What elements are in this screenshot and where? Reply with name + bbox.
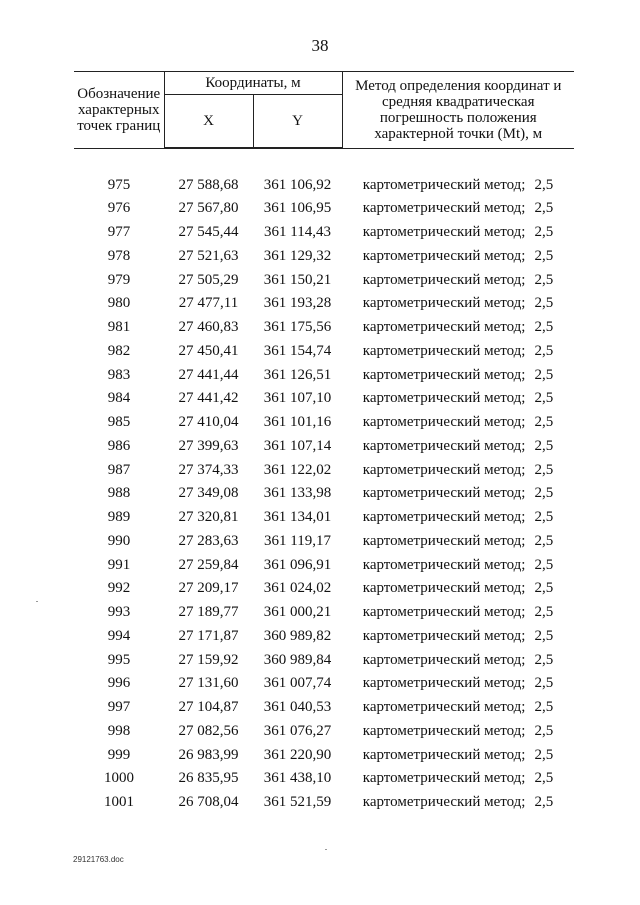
table-row	[74, 672, 574, 696]
table-row	[74, 648, 574, 672]
method-error-value: 2,5	[534, 485, 554, 502]
header-coordinates: Координаты, м	[164, 72, 342, 95]
method-text: картометрический метод;	[362, 556, 526, 573]
point-number: 975	[107, 176, 131, 193]
coordinate-y: 361 129,32	[263, 247, 332, 264]
point-number: 995	[107, 651, 131, 668]
coordinate-x: 27 505,29	[178, 271, 239, 288]
coordinate-y: 361 040,53	[263, 699, 332, 716]
method-text: картометрический метод;	[362, 532, 526, 549]
method-error-value: 2,5	[534, 722, 554, 739]
method-text: картометрический метод;	[362, 319, 526, 336]
method-error-value: 2,5	[534, 604, 554, 621]
table-row	[74, 458, 574, 482]
point-number: 979	[107, 271, 131, 288]
coordinate-y: 361 119,17	[264, 532, 331, 549]
method-cell	[342, 695, 574, 719]
method-cell	[342, 244, 574, 268]
coordinate-x: 27 171,87	[178, 627, 239, 644]
point-number: 980	[107, 295, 131, 312]
point-number: 983	[107, 366, 131, 383]
point-number: 989	[107, 509, 131, 526]
method-text: картометрический метод;	[362, 699, 526, 716]
header-method: Метод определения координат и средняя квадратическая погрешность положения характерной точки (Mt), м	[342, 72, 574, 148]
point-number: 991	[107, 556, 131, 573]
method-error-value: 2,5	[534, 342, 554, 359]
coordinate-x: 27 259,84	[178, 556, 239, 573]
method-cell	[342, 220, 574, 244]
coordinate-x: 27 460,83	[178, 319, 239, 336]
point-number: 990	[107, 532, 131, 549]
method-text: картометрический метод;	[362, 342, 526, 359]
method-error-value: 2,5	[534, 651, 554, 668]
table-row	[74, 363, 574, 387]
method-error-value: 2,5	[534, 271, 554, 288]
table-row	[74, 173, 574, 197]
method-text: картометрический метод;	[362, 461, 526, 478]
method-cell	[342, 505, 574, 529]
coordinate-y: 361 106,92	[263, 176, 332, 193]
coordinate-y: 361 107,10	[263, 390, 332, 407]
coordinate-x: 27 545,44	[178, 224, 239, 241]
point-number: 998	[107, 722, 131, 739]
method-error-value: 2,5	[534, 532, 554, 549]
coordinate-x: 27 320,81	[178, 509, 239, 526]
method-cell	[342, 743, 574, 767]
point-number: 997	[107, 699, 131, 716]
method-error-value: 2,5	[534, 580, 554, 597]
point-number: 993	[107, 604, 131, 621]
method-error-value: 2,5	[534, 200, 554, 217]
coordinate-y: 361 134,01	[263, 509, 332, 526]
method-text: картометрический метод;	[362, 627, 526, 644]
method-error-value: 2,5	[534, 176, 554, 193]
method-error-value: 2,5	[534, 414, 554, 431]
coordinate-y: 361 101,16	[263, 414, 332, 431]
coordinate-x: 27 441,44	[178, 366, 239, 383]
table-row	[74, 553, 574, 577]
method-text: картометрический метод;	[362, 176, 526, 193]
coordinate-y: 361 154,74	[263, 342, 332, 359]
table-row	[74, 600, 574, 624]
coordinate-x: 27 450,41	[178, 342, 239, 359]
method-error-value: 2,5	[534, 437, 554, 454]
coordinate-y: 361 133,98	[263, 485, 332, 502]
coordinate-x: 26 835,95	[178, 770, 239, 787]
table-row	[74, 767, 574, 791]
coordinate-y: 361 106,95	[263, 200, 332, 217]
coordinate-y: 361 076,27	[263, 722, 332, 739]
coordinate-x: 27 441,42	[178, 390, 239, 407]
table-row	[74, 529, 574, 553]
table-row	[74, 268, 574, 292]
method-error-value: 2,5	[534, 509, 554, 526]
method-error-value: 2,5	[534, 556, 554, 573]
method-error-value: 2,5	[534, 390, 554, 407]
method-text: картометрический метод;	[362, 770, 526, 787]
coordinate-x: 26 983,99	[178, 746, 239, 763]
coordinate-y: 361 126,51	[263, 366, 332, 383]
coordinate-y: 361 024,02	[263, 580, 332, 597]
method-text: картометрический метод;	[362, 414, 526, 431]
method-cell	[342, 482, 574, 506]
method-cell	[342, 363, 574, 387]
coordinate-x: 27 399,63	[178, 437, 239, 454]
method-cell	[342, 767, 574, 791]
coordinate-y: 361 220,90	[263, 746, 332, 763]
point-number: 986	[107, 437, 131, 454]
coordinate-x: 27 374,33	[178, 461, 239, 478]
coordinate-y: 361 096,91	[263, 556, 332, 573]
method-cell	[342, 173, 574, 197]
coordinate-y: 361 007,74	[263, 675, 332, 692]
method-text: картометрический метод;	[362, 485, 526, 502]
method-text: картометрический метод;	[362, 675, 526, 692]
header-y: Y	[253, 95, 342, 148]
point-number: 988	[107, 485, 131, 502]
point-number: 1000	[104, 770, 134, 787]
method-cell	[342, 624, 574, 648]
method-text: картометрический метод;	[362, 437, 526, 454]
coordinate-y: 361 107,14	[263, 437, 332, 454]
table-row	[74, 790, 574, 814]
point-number: 981	[107, 319, 131, 336]
method-text: картометрический метод;	[362, 651, 526, 668]
point-number: 987	[107, 461, 131, 478]
method-text: картометрический метод;	[362, 509, 526, 526]
method-error-value: 2,5	[534, 746, 554, 763]
coordinate-x: 27 567,80	[178, 200, 239, 217]
method-text: картометрический метод;	[362, 271, 526, 288]
method-error-value: 2,5	[534, 224, 554, 241]
method-cell	[342, 577, 574, 601]
table-row	[74, 292, 574, 316]
point-number: 999	[107, 746, 131, 763]
method-cell	[342, 672, 574, 696]
method-error-value: 2,5	[534, 699, 554, 716]
method-cell	[342, 339, 574, 363]
table-row	[74, 743, 574, 767]
table-body	[74, 149, 574, 815]
coordinate-x: 27 209,17	[178, 580, 239, 597]
coordinate-x: 27 189,77	[178, 604, 239, 621]
table-row	[74, 719, 574, 743]
table-row	[74, 505, 574, 529]
method-cell	[342, 292, 574, 316]
coordinate-y: 361 175,56	[263, 319, 332, 336]
point-number: 992	[107, 580, 131, 597]
table-row	[74, 315, 574, 339]
method-cell	[342, 315, 574, 339]
method-error-value: 2,5	[534, 366, 554, 383]
point-number: 1001	[104, 794, 134, 811]
coordinate-y: 360 989,82	[263, 627, 332, 644]
table-row	[74, 410, 574, 434]
method-text: картометрический метод;	[362, 580, 526, 597]
header-x: X	[164, 95, 253, 148]
coordinate-x: 27 588,68	[178, 176, 239, 193]
method-error-value: 2,5	[534, 675, 554, 692]
method-text: картометрический метод;	[362, 366, 526, 383]
method-cell	[342, 434, 574, 458]
point-number: 996	[107, 675, 131, 692]
point-number: 984	[107, 390, 131, 407]
coordinate-y: 361 000,21	[263, 604, 332, 621]
header-point-number: Обозначение характерных точек границ	[74, 72, 164, 148]
method-text: картометрический метод;	[362, 794, 526, 811]
coordinate-x: 26 708,04	[178, 794, 239, 811]
table-row	[74, 244, 574, 268]
method-cell	[342, 458, 574, 482]
method-text: картометрический метод;	[362, 200, 526, 217]
coordinate-x: 27 477,11	[178, 295, 239, 312]
method-text: картометрический метод;	[362, 224, 526, 241]
point-number: 985	[107, 414, 131, 431]
coordinate-x: 27 082,56	[178, 722, 239, 739]
method-cell	[342, 268, 574, 292]
point-number: 994	[107, 627, 131, 644]
coordinate-x: 27 159,92	[178, 651, 239, 668]
method-cell	[342, 529, 574, 553]
method-error-value: 2,5	[534, 770, 554, 787]
table-row	[74, 577, 574, 601]
method-error-value: 2,5	[534, 461, 554, 478]
coordinate-y: 361 521,59	[263, 794, 332, 811]
page-number: 38	[311, 36, 329, 55]
method-error-value: 2,5	[534, 247, 554, 264]
coordinate-x: 27 283,63	[178, 532, 239, 549]
method-cell	[342, 410, 574, 434]
table-row	[74, 434, 574, 458]
method-cell	[342, 790, 574, 814]
method-text: картометрический метод;	[362, 722, 526, 739]
method-cell	[342, 197, 574, 221]
method-cell	[342, 719, 574, 743]
table-row	[74, 220, 574, 244]
method-error-value: 2,5	[534, 794, 554, 811]
method-text: картометрический метод;	[362, 604, 526, 621]
method-error-value: 2,5	[534, 295, 554, 312]
method-cell	[342, 553, 574, 577]
table-row	[74, 197, 574, 221]
coordinates-table	[74, 71, 574, 814]
table-row	[74, 482, 574, 506]
coordinate-x: 27 131,60	[178, 675, 239, 692]
coordinate-x: 27 349,08	[178, 485, 239, 502]
scan-speck	[325, 849, 327, 850]
document-filename: 29121763.doc	[73, 855, 124, 864]
method-cell	[342, 648, 574, 672]
method-text: картометрический метод;	[362, 295, 526, 312]
point-number: 977	[107, 224, 131, 241]
method-cell	[342, 600, 574, 624]
point-number: 978	[107, 247, 131, 264]
point-number: 982	[107, 342, 131, 359]
coordinate-y: 360 989,84	[263, 651, 332, 668]
table-row	[74, 624, 574, 648]
scan-speck	[36, 601, 38, 602]
method-cell	[342, 387, 574, 411]
coordinate-y: 361 193,28	[263, 295, 332, 312]
table-row	[74, 387, 574, 411]
method-error-value: 2,5	[534, 319, 554, 336]
method-error-value: 2,5	[534, 627, 554, 644]
table-row	[74, 339, 574, 363]
coordinate-x: 27 104,87	[178, 699, 239, 716]
coordinate-x: 27 521,63	[178, 247, 239, 264]
coordinate-y: 361 122,02	[263, 461, 332, 478]
method-text: картометрический метод;	[362, 746, 526, 763]
coordinate-y: 361 114,43	[264, 224, 331, 241]
coordinate-y: 361 438,10	[263, 770, 332, 787]
coordinate-x: 27 410,04	[178, 414, 239, 431]
point-number: 976	[107, 200, 131, 217]
method-text: картометрический метод;	[362, 390, 526, 407]
table-row	[74, 695, 574, 719]
method-text: картометрический метод;	[362, 247, 526, 264]
coordinate-y: 361 150,21	[263, 271, 332, 288]
